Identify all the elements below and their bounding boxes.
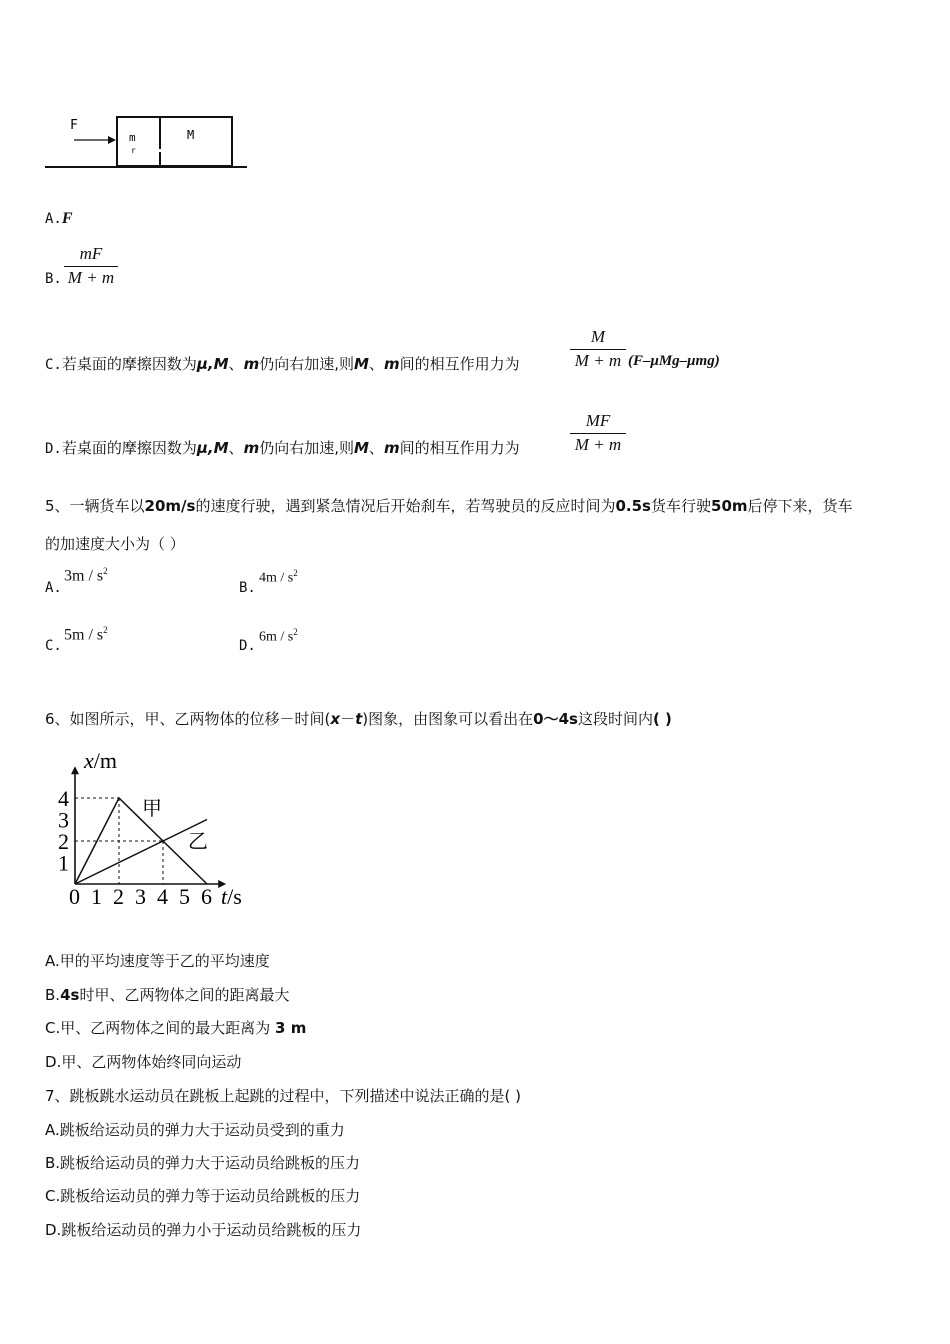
y-axis-label: x/m	[84, 748, 117, 773]
x-tick-label: 6	[201, 884, 212, 909]
separator-2: 、	[368, 439, 384, 457]
q4-option-a	[45, 210, 73, 228]
mass-m: m	[243, 439, 260, 457]
x-tick-label: 4	[157, 884, 168, 909]
q5-option-a-label: A.	[45, 580, 62, 596]
q4-option-c-fraction	[570, 327, 626, 371]
series-label-jia: 甲	[142, 796, 162, 820]
stem-part: 这段时间内	[577, 710, 653, 728]
big-block-label: M	[187, 128, 195, 142]
mu-symbol: μ,M	[196, 439, 229, 457]
y-tick-label: 2	[58, 829, 69, 854]
option-text-3: 间的相互作用力为	[399, 355, 520, 373]
mass-M: M	[353, 355, 369, 373]
x-tick-label: 1	[91, 884, 102, 909]
q6-option-a: A.甲的平均速度等于乙的平均速度	[45, 952, 270, 970]
var-x: x	[330, 710, 341, 728]
time-4s: 4s	[60, 986, 80, 1004]
small-block-mark: r	[131, 146, 136, 155]
xt-chart	[50, 745, 260, 915]
q5-stem-line1	[45, 495, 853, 516]
q6-option-b	[45, 984, 289, 1005]
q7-option-c: C.跳板给运动员的弹力等于运动员给跳板的压力	[45, 1187, 361, 1205]
option-label: B.	[45, 986, 61, 1004]
q6-option-c	[45, 1017, 306, 1038]
q6-option-d: D.甲、乙两物体始终同向运动	[45, 1053, 242, 1071]
option-text-3: 间的相互作用力为	[399, 439, 520, 457]
small-block-label: m	[129, 131, 136, 144]
stem-part: 5、一辆货车以	[45, 497, 145, 515]
mass-m-2: m	[383, 355, 400, 373]
force-label: F	[70, 118, 78, 133]
option-label: A.	[45, 211, 62, 227]
stem-part: －	[340, 710, 356, 728]
q5-option-b-label: B.	[239, 580, 256, 596]
mass-M: M	[353, 439, 369, 457]
y-axis-arrow	[71, 766, 79, 774]
distance-3m: 3 m	[275, 1019, 307, 1037]
q4-option-c	[45, 353, 520, 374]
stem-part: 的速度行驶，遇到紧急情况后开始刹车，若驾驶员的反应时间为	[195, 497, 616, 515]
stem-part: )图象，由图象可以看出在	[362, 710, 534, 728]
fraction-numerator: mF	[79, 244, 103, 263]
y-tick-label: 1	[58, 850, 69, 876]
mass-m: m	[243, 355, 260, 373]
x-tick-label: 3	[135, 884, 146, 909]
var-t: t	[355, 710, 363, 728]
x-tick-label: 5	[179, 884, 190, 909]
distance-value: 50m	[711, 497, 748, 515]
q4-option-d	[45, 437, 520, 458]
speed-value: 20m/s	[144, 497, 196, 515]
answer-blank: ( )	[652, 710, 672, 728]
y-tick-label: 3	[58, 807, 69, 833]
separator-2: 、	[368, 355, 384, 373]
option-value: F	[61, 210, 73, 227]
q5-option-a-value: $3m / s^2$	[64, 566, 108, 585]
q4-option-d-fraction	[570, 411, 626, 455]
q5-option-b-value: $4m / s^2$	[259, 568, 298, 586]
q4-option-b-label: B.	[45, 271, 62, 287]
fraction-numerator: MF	[585, 411, 611, 430]
q7-stem: 7、跳板跳水运动员在跳板上起跳的过程中，下列描述中说法正确的是( )	[45, 1087, 522, 1105]
option-text-2: 仍向右加速,则	[259, 439, 354, 457]
q4-option-b-fraction	[64, 244, 118, 288]
option-text: 若桌面的摩擦因数为	[61, 355, 197, 373]
fraction-denominator: M + m	[574, 435, 622, 454]
option-label: C.	[45, 357, 62, 373]
fraction-denominator: M + m	[574, 351, 622, 370]
stem-part: 6、如图所示，甲、乙两物体的位移－时间(	[45, 710, 331, 728]
q5-option-d-label: D.	[239, 638, 256, 654]
q4-option-c-tail: (F–μMg–μmg)	[628, 353, 720, 369]
q5-option-c-label: C.	[45, 638, 62, 654]
mu-symbol: μ,M	[196, 355, 229, 373]
option-text: 若桌面的摩擦因数为	[61, 439, 197, 457]
time-range: 0～4s	[533, 710, 578, 728]
q5-option-d-value: $6m / s^2$	[259, 627, 298, 645]
x-tick-label: 2	[113, 884, 124, 909]
option-text: C.甲、乙两物体之间的最大距离为	[45, 1019, 271, 1037]
fraction-denominator: M + m	[67, 268, 115, 287]
separator: 、	[228, 355, 244, 373]
y-tick-label: 4	[58, 786, 69, 811]
reaction-time: 0.5s	[615, 497, 651, 515]
q7-option-a: A.跳板给运动员的弹力大于运动员受到的重力	[45, 1121, 345, 1139]
q7-option-d: D.跳板给运动员的弹力小于运动员给跳板的压力	[45, 1221, 362, 1239]
block-force-figure	[40, 105, 255, 175]
stem-part: 货车行驶	[651, 497, 712, 515]
separator: 、	[228, 439, 244, 457]
q5-option-c-value: $5m / s^2$	[64, 625, 108, 644]
q6-stem	[45, 708, 672, 729]
fraction-numerator: M	[590, 327, 606, 346]
stem-part: 后停下来，货车	[747, 497, 853, 515]
mass-m-2: m	[383, 439, 400, 457]
x-tick-label: 0	[69, 884, 80, 909]
option-text-2: 仍向右加速,则	[259, 355, 354, 373]
q7-option-b: B.跳板给运动员的弹力大于运动员给跳板的压力	[45, 1154, 361, 1172]
x-axis-label: t/s	[221, 884, 242, 909]
option-label: D.	[45, 441, 62, 457]
option-text: 时甲、乙两物体之间的距离最大	[79, 986, 290, 1004]
q5-stem-line2: 的加速度大小为（ ）	[45, 535, 185, 553]
series-label-yi: 乙	[188, 829, 208, 853]
